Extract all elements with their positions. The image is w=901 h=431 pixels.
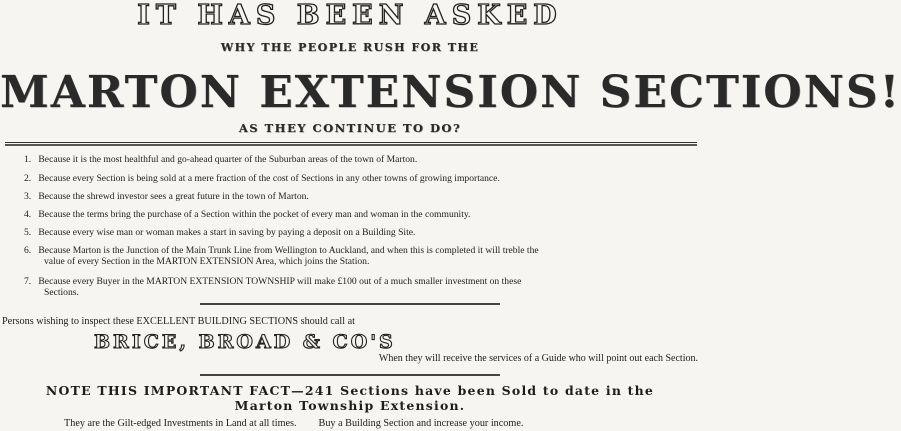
reason-number: 2. — [24, 173, 32, 184]
headline-marton-extension-sections: MARTON EXTENSION SECTIONS! — [0, 67, 901, 118]
reason-number: 6. — [24, 245, 32, 256]
headline-it-has-been-asked: IT HAS BEEN ASKED — [137, 0, 563, 31]
reason-number: 5. — [24, 227, 32, 238]
headline-why-people-rush: WHY THE PEOPLE RUSH FOR THE — [220, 41, 480, 54]
reason-number: 7. — [24, 276, 32, 287]
firm-name: BRICE, BROAD & CO'S — [94, 331, 396, 353]
reason-number: 3. — [24, 191, 32, 202]
divider-rule — [5, 142, 697, 143]
reason-item — [24, 246, 698, 267]
divider-rule — [5, 144, 697, 146]
footer-right-text: Buy a Building Section and increase your income. — [318, 418, 524, 429]
reason-text: Because it is the most healthful and go-ahead quarter of the Suburban areas of the town of Marton. — [38, 154, 418, 165]
footer-left-text: They are the Gilt-edged Investments in Land at all times. — [64, 418, 297, 429]
headline-as-they-continue: AS THEY CONTINUE TO DO? — [238, 121, 462, 135]
reason-item — [24, 277, 698, 298]
reason-text: Because every wise man or woman makes a start in saving by paying a deposit on a Building Site. — [38, 227, 416, 238]
reason-text: Because every Buyer in the MARTON EXTENSION TOWNSHIP will make £100 out of a much smaller investment on these — [38, 276, 522, 287]
reason-item — [24, 228, 698, 239]
reason-number: 1. — [24, 154, 32, 165]
important-fact-line: NOTE THIS IMPORTANT FACT—241 Sections have been Sold to date in the — [45, 383, 655, 398]
inspect-instructions: Persons wishing to inspect these EXCELLENT BUILDING SECTIONS should call at — [2, 316, 355, 327]
reason-item — [24, 155, 698, 166]
reason-text: Because the shrewd investor sees a great future in the town of Marton. — [38, 191, 309, 202]
divider-rule — [200, 374, 500, 376]
reason-text: Because the terms bring the purchase of a Section within the pocket of every man and woman in the community. — [38, 209, 471, 220]
reason-item — [24, 174, 698, 185]
reason-text: Because Marton is the Junction of the Main Trunk Line from Wellington to Auckland, and when this is completed it will treble the — [38, 245, 539, 256]
footer-slogans — [64, 418, 523, 429]
reason-item — [24, 192, 698, 203]
divider-rule — [200, 303, 500, 305]
reason-continuation: value of every Section in the MARTON EXTENSION Area, which joins the Station. — [44, 255, 370, 267]
guide-notice: When they will receive the services of a Guide who will point out each Section. — [378, 353, 698, 364]
reason-continuation: Sections. — [44, 286, 79, 298]
reason-item — [24, 210, 698, 221]
reason-number: 4. — [24, 209, 32, 220]
reason-text: Because every Section is being sold at a mere fraction of the cost of Sections in any other towns of growing importance. — [38, 173, 500, 184]
important-fact-line-2: Marton Township Extension. — [234, 398, 466, 413]
